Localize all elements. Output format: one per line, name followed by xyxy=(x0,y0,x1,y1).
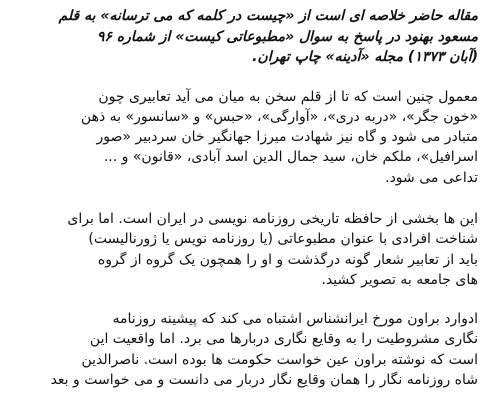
paragraph-line: «خون جگر»، «دربه دری»، «آوارگی»، «حبس» و «سانسور» به ذهن xyxy=(80,108,478,125)
intro-line: مقاله حاضر خلاصه ای است از «چیست در کلمه که می ترسانه» به قلم xyxy=(58,8,478,24)
paragraph-line: اسرافیل»، ملکم خان، سید جمال الدین اسد آبادی، «قانون» و ... xyxy=(103,149,478,166)
paragraph-line: شاه روزنامه نگار را همان وقایع نگار دربار می دانست و می خواست و بعد xyxy=(50,372,478,389)
paragraph-1 xyxy=(8,87,478,188)
intro-line: مسعود بهنود در پاسخ به سوال «مطبوعاتی کیست» از شماره ۹۶ xyxy=(96,28,478,45)
paragraph-line: نگاری مشروطیت را به وقایع نگاری دربارها می برد. اما واقعیت این xyxy=(89,331,478,348)
paragraph-line: ادوارد براون مورخ ایرانشناس اشتباه می کند که پیشینه روزنامه xyxy=(112,311,478,328)
paragraph-line: های جامعه به تصویر کشید. xyxy=(321,271,478,288)
intro-line: (آبان ۱۳۷۳) مجله «آدینه» چاپ تهران. xyxy=(252,49,478,65)
article xyxy=(8,6,478,390)
paragraph-line: است که نوشته براون عین خواست حکومت ها بوده است. ناصرالدین xyxy=(81,351,478,368)
paragraph-line: این ها بخشی از حافظه تاریخی روزنامه نویسی در ایران است. اما برای xyxy=(67,210,478,227)
paragraph-2 xyxy=(8,209,478,290)
paragraph-line: شناخت افرادی با عنوان مطبوعاتی (یا روزنامه نویس یا ژورنالیست) xyxy=(88,231,478,248)
paragraph-line: معمول چنین است که تا از قلم سخن به میان می آید تعابیری چون xyxy=(98,88,478,105)
intro-note xyxy=(8,6,478,68)
paragraph-line: باید از تعابیر شعار گونه درگذشت و او را همچون یک گروه از گروه xyxy=(97,251,478,268)
paragraph-3 xyxy=(8,309,478,390)
paragraph-line: تداعی می شود. xyxy=(385,169,478,186)
paragraph-line: متبادر می شود و گاه نیز شهادت میرزا جهانگیر خان سردبیر «صور xyxy=(96,129,478,146)
